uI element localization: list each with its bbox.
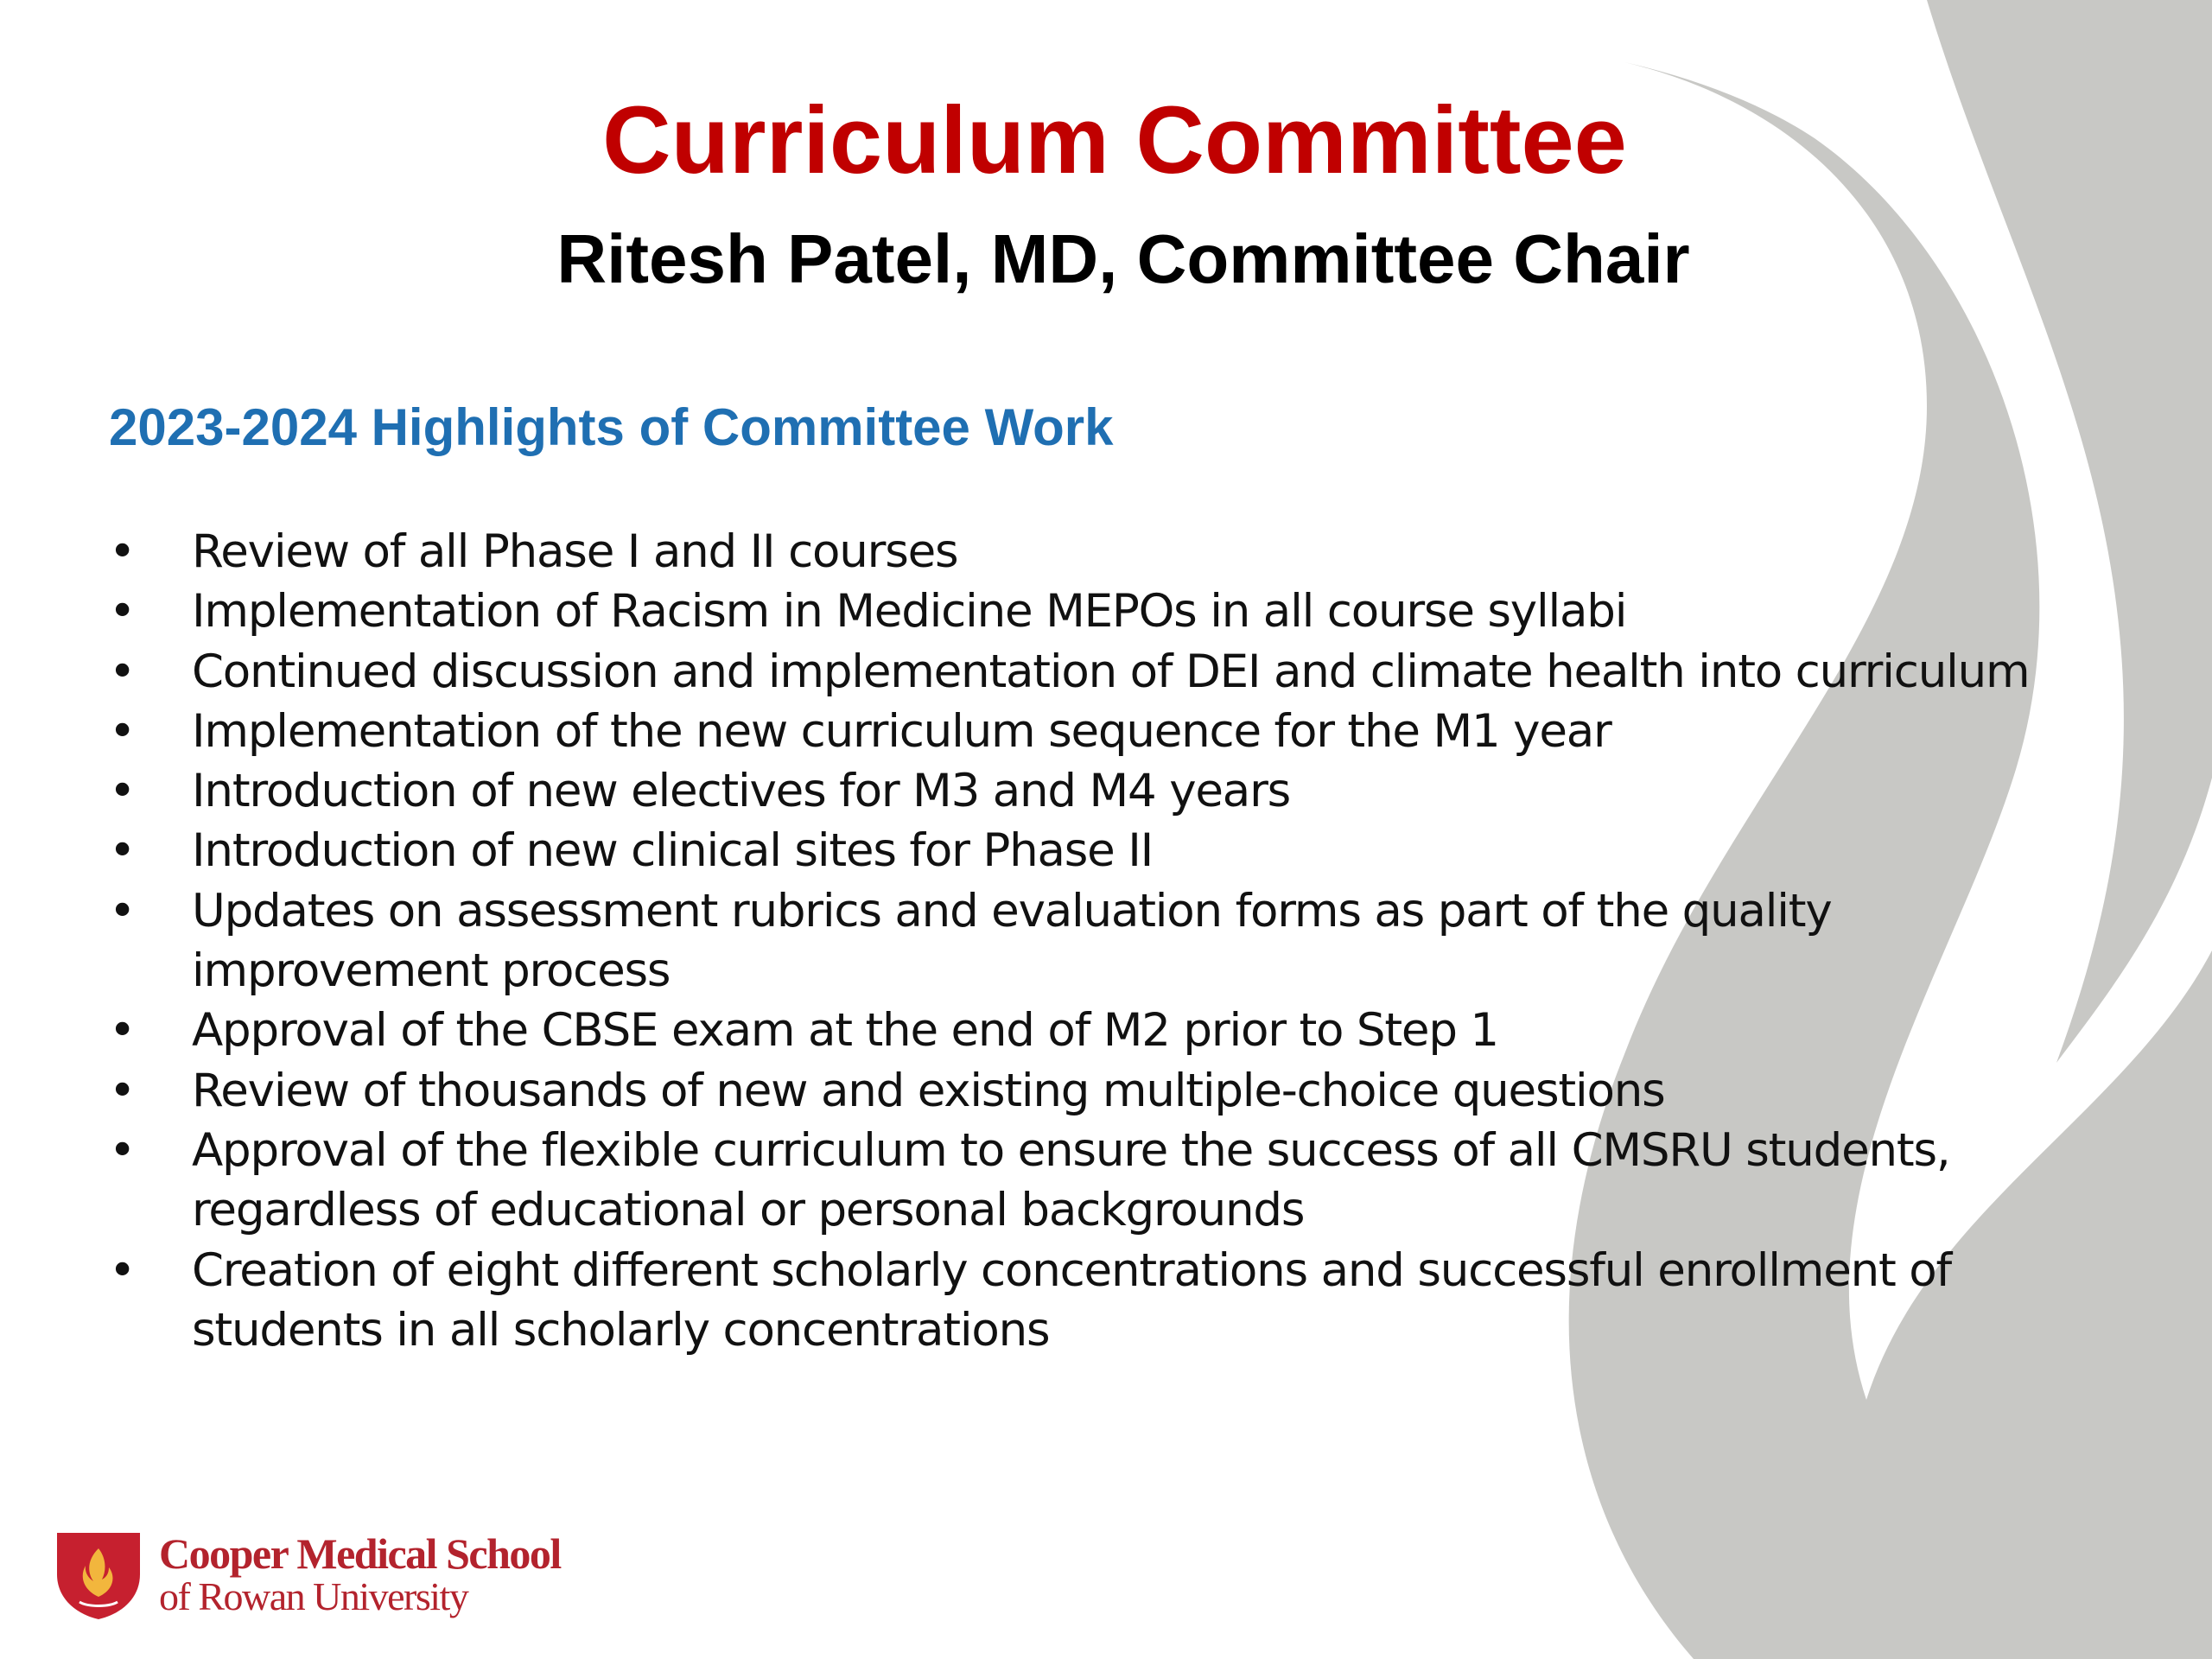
bullet-icon: • xyxy=(109,884,136,938)
bullet-text: Creation of eight different scholarly concentrations and successful enrollment of students in all scholarly concentrations xyxy=(192,1243,1951,1357)
bullet-icon: • xyxy=(109,645,136,698)
logo-line-1: Cooper Medical School xyxy=(159,1529,561,1578)
slide-title: Curriculum Committee xyxy=(602,87,1627,194)
section-heading: 2023-2024 Highlights of Committee Work xyxy=(109,398,1114,456)
bullet-icon: • xyxy=(109,1123,136,1177)
slide-subtitle: Ritesh Patel, MD, Committee Chair xyxy=(556,220,1690,297)
list-item xyxy=(109,881,2122,1001)
list-item xyxy=(109,1121,2122,1241)
logo-line-2: of Rowan University xyxy=(159,1574,468,1618)
bullet-text: Introduction of new clinical sites for Phase II xyxy=(192,824,1154,878)
bullet-icon: • xyxy=(109,525,136,578)
bullet-text: Review of thousands of new and existing multiple-choice questions xyxy=(192,1064,1665,1117)
list-item xyxy=(109,1241,2122,1361)
bullet-icon: • xyxy=(109,824,136,878)
bullet-icon: • xyxy=(109,1004,136,1058)
list-item xyxy=(109,1001,2122,1060)
list-item xyxy=(109,582,2122,641)
bullet-text: Approval of the flexible curriculum to ensure the success of all CMSRU students, regardless of educational or personal backgrounds xyxy=(192,1123,1950,1237)
bullet-icon: • xyxy=(109,585,136,639)
bullet-icon: • xyxy=(109,765,136,818)
bullet-text: Implementation of the new curriculum sequence for the M1 year xyxy=(192,704,1611,758)
bullet-text: Approval of the CBSE exam at the end of M2 prior to Step 1 xyxy=(192,1004,1498,1058)
list-item xyxy=(109,642,2122,702)
list-item xyxy=(109,821,2122,880)
logo-text xyxy=(159,1529,561,1618)
bullet-icon: • xyxy=(109,1243,136,1297)
bullet-text: Implementation of Racism in Medicine MEPOs in all course syllabi xyxy=(192,585,1627,639)
list-item xyxy=(109,761,2122,821)
school-logo xyxy=(54,1529,561,1621)
list-item xyxy=(109,522,2122,582)
bullet-icon: • xyxy=(109,704,136,758)
list-item xyxy=(109,702,2122,761)
bullet-text: Continued discussion and implementation of DEI and climate health into curriculum xyxy=(192,645,2030,698)
bullet-text: Updates on assessment rubrics and evaluation forms as part of the quality improvement process xyxy=(192,884,1832,998)
bullet-text: Review of all Phase I and II courses xyxy=(192,525,958,578)
bullet-icon: • xyxy=(109,1064,136,1117)
bullet-text: Introduction of new electives for M3 and M4 years xyxy=(192,765,1291,818)
highlights-list xyxy=(109,522,2122,1360)
flame-shield-icon xyxy=(54,1529,143,1621)
list-item xyxy=(109,1061,2122,1121)
